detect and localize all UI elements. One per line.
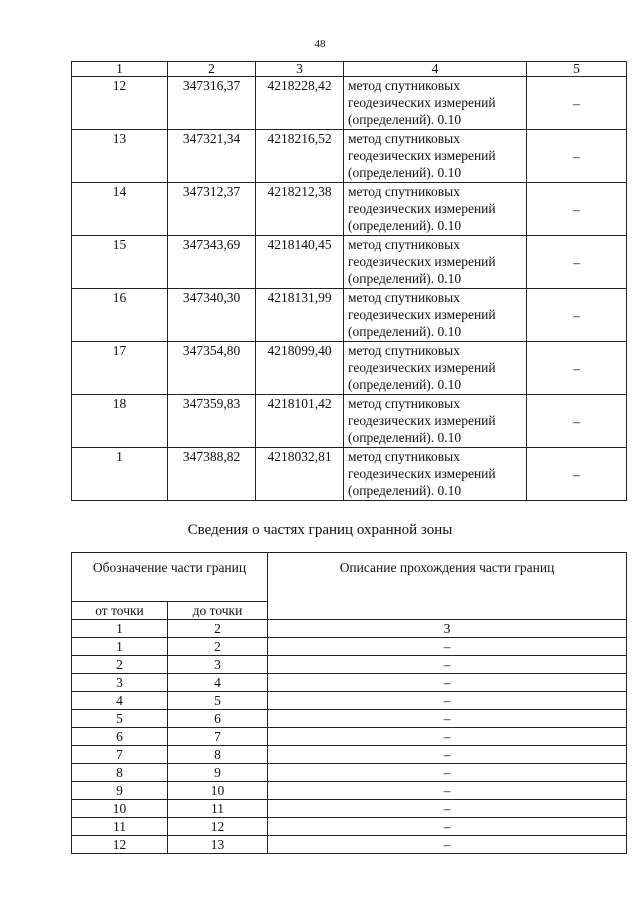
from-point-cell: 12 [72, 836, 168, 854]
note-cell: – [527, 342, 627, 395]
x-coordinate-cell: 347343,69 [168, 236, 256, 289]
table-row [72, 692, 627, 710]
column-number: 2 [168, 62, 256, 77]
page-number: 48 [314, 38, 326, 50]
y-coordinate-cell: 4218032,81 [256, 448, 344, 501]
to-point-cell: 9 [168, 764, 268, 782]
from-point-cell: 9 [72, 782, 168, 800]
to-point-cell: 13 [168, 836, 268, 854]
method-line: метод спутниковых [348, 131, 460, 146]
x-coordinate-cell: 347316,37 [168, 77, 256, 130]
description-cell: – [268, 818, 627, 836]
y-coordinate-cell: 4218099,40 [256, 342, 344, 395]
method-line: (определений). 0.10 [348, 377, 462, 392]
x-coordinate-cell: 347321,34 [168, 130, 256, 183]
to-point-cell: 12 [168, 818, 268, 836]
boundary-parts-table [71, 552, 627, 854]
to-point-cell: 2 [168, 638, 268, 656]
table-row [72, 800, 627, 818]
table-row [72, 183, 627, 236]
table-row [72, 764, 627, 782]
column-number: 5 [527, 62, 627, 77]
method-cell [344, 183, 527, 236]
point-number-cell: 16 [72, 289, 168, 342]
description-cell: – [268, 746, 627, 764]
to-point-cell: 7 [168, 728, 268, 746]
method-line: метод спутниковых [348, 78, 460, 93]
method-line: метод спутниковых [348, 449, 460, 464]
table-row [72, 710, 627, 728]
method-line: метод спутниковых [348, 396, 460, 411]
note-cell: – [527, 130, 627, 183]
table-row [72, 342, 627, 395]
to-point-cell: 8 [168, 746, 268, 764]
column-number: 1 [72, 620, 168, 638]
method-line: геодезических измерений [348, 360, 496, 375]
method-line: геодезических измерений [348, 201, 496, 216]
method-line: геодезических измерений [348, 95, 496, 110]
table-row [72, 746, 627, 764]
column-number: 1 [72, 62, 168, 77]
method-line: геодезических измерений [348, 466, 496, 481]
x-coordinate-cell: 347359,83 [168, 395, 256, 448]
note-cell: – [527, 448, 627, 501]
column-number: 3 [268, 620, 627, 638]
method-cell [344, 448, 527, 501]
table-row [72, 638, 627, 656]
column-number: 4 [344, 62, 527, 77]
y-coordinate-cell: 4218216,52 [256, 130, 344, 183]
coordinates-header-row [72, 62, 627, 77]
method-cell [344, 130, 527, 183]
method-cell [344, 289, 527, 342]
description-cell: – [268, 728, 627, 746]
description-cell: – [268, 674, 627, 692]
to-point-cell: 4 [168, 674, 268, 692]
method-line: метод спутниковых [348, 290, 460, 305]
table-row [72, 656, 627, 674]
table-row [72, 818, 627, 836]
parts-numbering-row [72, 620, 627, 638]
method-line: метод спутниковых [348, 237, 460, 252]
from-point-cell: 2 [72, 656, 168, 674]
from-point-cell: 7 [72, 746, 168, 764]
description-cell: – [268, 800, 627, 818]
table-row [72, 395, 627, 448]
method-line: геодезических измерений [348, 413, 496, 428]
from-point-cell: 3 [72, 674, 168, 692]
method-line: (определений). 0.10 [348, 430, 462, 445]
point-number-cell: 17 [72, 342, 168, 395]
header-group-cell: Обозначение части границ [72, 553, 268, 602]
table-row [72, 782, 627, 800]
table-row [72, 728, 627, 746]
method-cell [344, 77, 527, 130]
to-point-cell: 10 [168, 782, 268, 800]
description-cell: – [268, 692, 627, 710]
to-point-cell: 6 [168, 710, 268, 728]
table-row [72, 674, 627, 692]
method-line: геодезических измерений [348, 148, 496, 163]
table-row [72, 236, 627, 289]
y-coordinate-cell: 4218228,42 [256, 77, 344, 130]
x-coordinate-cell: 347340,30 [168, 289, 256, 342]
y-coordinate-cell: 4218212,38 [256, 183, 344, 236]
from-point-cell: 11 [72, 818, 168, 836]
to-point-cell: 3 [168, 656, 268, 674]
method-line: (определений). 0.10 [348, 483, 462, 498]
y-coordinate-cell: 4218101,42 [256, 395, 344, 448]
from-point-cell: 4 [72, 692, 168, 710]
description-cell: – [268, 836, 627, 854]
from-point-cell: 8 [72, 764, 168, 782]
table-row [72, 836, 627, 854]
y-coordinate-cell: 4218140,45 [256, 236, 344, 289]
x-coordinate-cell: 347312,37 [168, 183, 256, 236]
y-coordinate-cell: 4218131,99 [256, 289, 344, 342]
note-cell: – [527, 395, 627, 448]
column-number: 3 [256, 62, 344, 77]
method-line: метод спутниковых [348, 184, 460, 199]
table-row [72, 289, 627, 342]
method-line: геодезических измерений [348, 254, 496, 269]
description-cell: – [268, 782, 627, 800]
method-line: метод спутниковых [348, 343, 460, 358]
header-description-cell: Описание прохождения части границ [268, 553, 627, 620]
table-row [72, 130, 627, 183]
header-to-cell: до точки [168, 602, 268, 620]
point-number-cell: 15 [72, 236, 168, 289]
description-cell: – [268, 710, 627, 728]
point-number-cell: 1 [72, 448, 168, 501]
note-cell: – [527, 289, 627, 342]
description-cell: – [268, 656, 627, 674]
method-line: (определений). 0.10 [348, 324, 462, 339]
method-cell [344, 342, 527, 395]
method-line: (определений). 0.10 [348, 112, 462, 127]
point-number-cell: 14 [72, 183, 168, 236]
parts-header-row [72, 553, 627, 602]
coordinates-table [71, 61, 627, 501]
from-point-cell: 5 [72, 710, 168, 728]
description-cell: – [268, 764, 627, 782]
section-title: Сведения о частях границ охранной зоны [187, 522, 453, 538]
note-cell: – [527, 77, 627, 130]
point-number-cell: 12 [72, 77, 168, 130]
description-cell: – [268, 638, 627, 656]
note-cell: – [527, 183, 627, 236]
x-coordinate-cell: 347388,82 [168, 448, 256, 501]
from-point-cell: 1 [72, 638, 168, 656]
table-row [72, 448, 627, 501]
point-number-cell: 13 [72, 130, 168, 183]
point-number-cell: 18 [72, 395, 168, 448]
method-line: (определений). 0.10 [348, 218, 462, 233]
from-point-cell: 10 [72, 800, 168, 818]
to-point-cell: 11 [168, 800, 268, 818]
header-from-cell: от точки [72, 602, 168, 620]
method-line: (определений). 0.10 [348, 271, 462, 286]
column-number: 2 [168, 620, 268, 638]
method-line: (определений). 0.10 [348, 165, 462, 180]
x-coordinate-cell: 347354,80 [168, 342, 256, 395]
note-cell: – [527, 236, 627, 289]
to-point-cell: 5 [168, 692, 268, 710]
from-point-cell: 6 [72, 728, 168, 746]
method-cell [344, 395, 527, 448]
method-line: геодезических измерений [348, 307, 496, 322]
table-row [72, 77, 627, 130]
method-cell [344, 236, 527, 289]
